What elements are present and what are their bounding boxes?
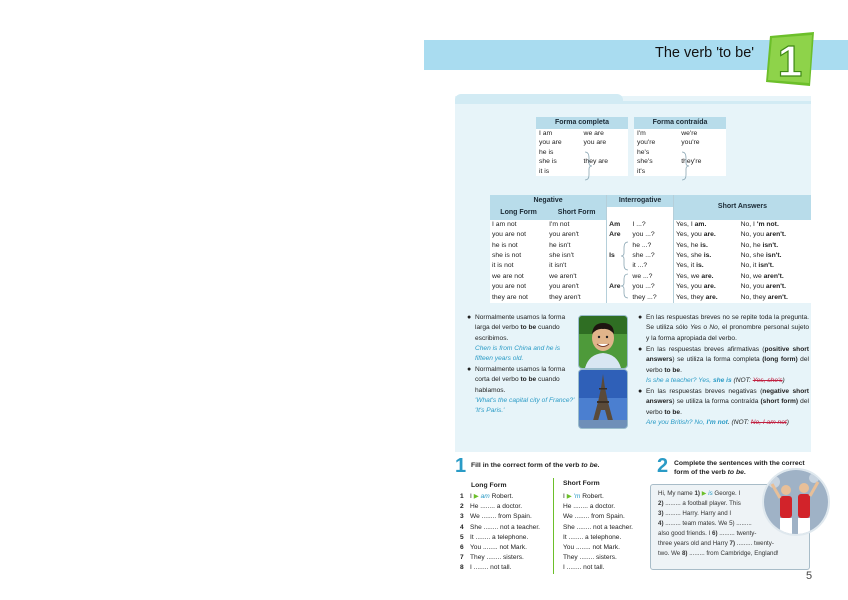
unit-badge — [764, 32, 816, 88]
no-text: No, you — [740, 231, 765, 239]
interrogative-subject: they ...? — [632, 293, 657, 301]
yes-verb: are. — [701, 272, 714, 280]
line-text: ......... from Cambridge, England! — [687, 550, 779, 557]
panel-tab — [455, 94, 623, 104]
short-form-cell: you aren't — [549, 283, 579, 291]
short-answers-header: Short Answers — [673, 195, 811, 220]
short-form-cell: you aren't — [549, 231, 579, 239]
no-answer — [739, 272, 811, 282]
line-text: three years old and Harry — [658, 540, 730, 547]
note-bold: to be — [664, 366, 681, 374]
yes-answer — [673, 251, 738, 261]
interrogative-subject: it ...? — [632, 262, 648, 270]
line-text: Hi, My name — [658, 490, 695, 497]
note-example: 'What's the capital city of France?' — [475, 396, 575, 404]
no-text: No, she — [740, 252, 765, 260]
note-wrong: No, I am not — [750, 418, 787, 426]
note-bold: to be — [520, 376, 537, 384]
item-text: You ........ not Mark. — [470, 544, 527, 552]
long-form-cell: we are not — [492, 272, 524, 280]
note-text: En las respuestas breves no se repite toda la pregunta. Se utiliza sólo — [646, 314, 809, 332]
short-form-item — [563, 512, 653, 522]
note-example: Chen is from China and he is fifteen years old. — [475, 344, 561, 363]
item-text: I — [563, 493, 565, 500]
item-text: She ........ not a teacher. — [563, 523, 634, 531]
forma-cell: you are — [539, 139, 562, 146]
instruction-text: Complete the sentences with the correct form of the verb — [674, 460, 805, 476]
forma-cell: you're — [637, 139, 656, 146]
no-verb: isn't. — [758, 262, 774, 270]
long-form-cell: he is not — [492, 241, 518, 249]
forma-row — [536, 148, 628, 158]
note-bold: positive short answers — [646, 346, 810, 364]
note-text: cuando hablamos. — [475, 376, 560, 394]
forma-cell: it's — [637, 167, 646, 175]
short-form-item — [563, 543, 653, 553]
note-text: . — [680, 408, 682, 416]
short-form-item — [563, 502, 653, 512]
note-wrong: Yes, she's — [752, 376, 783, 384]
yes-text: Yes, I — [675, 220, 693, 228]
interrogative-verb: Is — [607, 251, 631, 261]
long-form-cell: they are not — [492, 293, 528, 301]
short-form-item — [563, 563, 653, 573]
yes-answer — [673, 261, 738, 271]
no-answer — [739, 293, 811, 303]
item-text: We ........ from Spain. — [470, 513, 532, 521]
instruction-italic: to be — [581, 462, 598, 469]
item-text: She ........ not a teacher. — [470, 523, 541, 531]
forma-cell: you are — [583, 139, 607, 146]
line-text: ......... Harry. Harry and I — [663, 510, 732, 517]
bullet-icon: ● — [638, 346, 643, 353]
forma-cell: she is — [539, 158, 557, 165]
line-text: two. We — [658, 550, 682, 557]
note-text: En las respuestas breves negativas ( — [646, 388, 763, 395]
item-number: 3 — [460, 513, 464, 521]
exercise-1-number: 1 — [455, 455, 467, 477]
long-form-cell: I am not — [492, 220, 517, 228]
interrogative-subject: we ...? — [632, 272, 653, 280]
big-table-row — [490, 230, 811, 240]
note-example: 'It's Paris.' — [475, 407, 505, 415]
forma-row — [536, 129, 628, 139]
interrogative-subheader — [607, 207, 674, 219]
interrogative-subject: he ...? — [632, 241, 652, 249]
item-text: I — [470, 493, 472, 500]
line-text: George. I — [712, 490, 741, 497]
forma-cell: he's — [637, 148, 650, 156]
interrogative-verb: Are — [607, 282, 631, 292]
forma-cell: she's — [637, 158, 653, 165]
note-italic: Yes — [690, 324, 702, 332]
line-text: also good friends. I — [658, 530, 713, 537]
no-answer — [739, 282, 811, 292]
bullet-icon: ● — [467, 366, 472, 373]
forma-row — [634, 138, 726, 148]
item-number: 5 — [460, 533, 464, 541]
no-verb: aren't. — [765, 231, 787, 239]
forma-cell: you're — [681, 139, 700, 146]
item-text: It ........ a telephone. — [470, 533, 529, 541]
item-text: They ........ sisters. — [563, 554, 617, 562]
note-not: (NOT: — [731, 376, 753, 384]
no-answer — [739, 251, 811, 261]
arrow-icon: ▶ — [566, 493, 572, 500]
brace-is — [620, 240, 630, 272]
long-form-cell: you are not — [492, 231, 527, 239]
unit-number: 1 — [777, 37, 803, 86]
brace-completa — [583, 150, 593, 182]
note-bold: (long form) — [762, 356, 798, 364]
note-text: , el pronombre personal sujeto y la forma apropiada del verbo. — [646, 324, 809, 342]
no-verb: isn't. — [765, 252, 782, 260]
short-form-cell: she isn't — [549, 252, 574, 260]
forma-cell: I am — [539, 129, 553, 137]
no-verb: 'm not. — [756, 220, 779, 228]
item-answer: 'm — [573, 493, 581, 500]
short-form-cell: we aren't — [549, 272, 577, 280]
forma-row — [536, 167, 628, 177]
no-verb: aren't. — [767, 293, 788, 301]
forma-completa-table — [536, 117, 628, 176]
negative-interrogative-table — [490, 195, 811, 303]
no-verb: isn't. — [762, 241, 779, 249]
brace-contraida — [680, 150, 690, 182]
interrogative-subject: she ...? — [632, 252, 655, 260]
item-text: I ........ not tall. — [470, 564, 512, 572]
item-text: They ........ sisters. — [470, 554, 524, 562]
note-short-answers — [638, 313, 809, 344]
note-bold: (short form) — [760, 398, 799, 406]
short-form-cell: I'm not — [549, 220, 570, 228]
long-form-item — [460, 553, 552, 563]
item-number: 2 — [460, 503, 464, 511]
yes-verb: am. — [694, 220, 707, 228]
page-number: 5 — [806, 570, 813, 582]
exercise-2-number: 2 — [657, 455, 669, 477]
item-text: I ........ not tall. — [563, 564, 605, 572]
item-number: 1 — [460, 493, 464, 500]
short-form-list — [563, 492, 653, 574]
arrow-icon: ▶ — [701, 490, 707, 497]
item-number: 7 — [460, 554, 464, 562]
forma-completa-header: Forma completa — [536, 117, 628, 129]
long-form-label: Long Form — [471, 482, 507, 489]
instruction-text: Fill in the correct form of the verb — [471, 462, 582, 469]
note-italic: No — [709, 324, 718, 332]
blank-number: 3) — [658, 510, 664, 517]
item-text: He ........ a doctor. — [470, 503, 523, 511]
long-form-cell: you are not — [492, 283, 527, 291]
no-answer — [739, 241, 811, 251]
big-table-row — [490, 282, 811, 292]
no-text: No, they — [740, 293, 766, 301]
long-form-cell: it is not — [492, 262, 514, 270]
blank-answer: is — [708, 490, 713, 497]
no-text: No, he — [740, 241, 761, 249]
no-verb: aren't. — [763, 272, 784, 280]
paragraph-line — [658, 549, 808, 559]
blank-number: 7) — [729, 540, 736, 547]
yes-answer — [673, 282, 738, 292]
paragraph-line — [658, 539, 808, 549]
brace-are — [620, 272, 630, 300]
blank-number: 4) — [658, 520, 664, 527]
yes-verb: is. — [700, 241, 708, 249]
yes-text: Yes, it — [675, 262, 695, 270]
yes-text: Yes, he — [675, 241, 699, 249]
yes-text: Yes, they — [675, 293, 704, 301]
note-not: . (NOT: — [727, 418, 751, 426]
exercise-1-instruction — [471, 461, 641, 470]
negative-header: Negative — [490, 195, 607, 207]
instruction-italic: to be — [727, 469, 744, 476]
big-table-row — [490, 251, 811, 261]
forma-row — [634, 129, 726, 139]
line-text: ......... a football player. This — [663, 500, 741, 507]
bullet-icon: ● — [638, 388, 643, 395]
big-table-row — [490, 293, 811, 303]
panel-tab-strip — [623, 101, 811, 104]
note-bold: to be — [664, 408, 681, 416]
big-table-row — [490, 220, 811, 230]
forma-contraida-header: Forma contraída — [634, 117, 726, 129]
forma-cell: we're — [681, 129, 698, 137]
interrogative-verb: Am — [607, 220, 631, 230]
note-text: del verbo — [646, 356, 809, 374]
forma-cell: I'm — [637, 129, 646, 137]
bullet-icon: ● — [638, 314, 643, 321]
note-long-form — [467, 313, 573, 364]
item-text: We ........ from Spain. — [563, 513, 625, 521]
yes-text: Yes, you — [675, 231, 702, 239]
blank-number: 8) — [681, 550, 688, 557]
bullet-icon: ● — [467, 314, 472, 321]
yes-answer — [673, 293, 738, 303]
long-form-item — [460, 512, 552, 522]
forma-cell: we are — [583, 129, 604, 137]
short-form-cell: he isn't — [549, 241, 571, 249]
interrogative-subject: I ...? — [632, 220, 646, 228]
interrogative-header: Interrogative — [607, 195, 674, 207]
item-number: 4 — [460, 523, 464, 531]
instruction-text: . — [743, 469, 746, 476]
exercise-divider — [553, 478, 554, 574]
instruction-text: . — [597, 462, 600, 469]
yes-verb: are. — [705, 293, 718, 301]
blank-number: 2) — [658, 500, 664, 507]
line-text: ......... twenty- — [735, 540, 774, 547]
short-form-item — [563, 492, 653, 502]
big-table-row — [490, 241, 811, 251]
no-answer — [739, 230, 811, 240]
short-form-label: Short Form — [563, 480, 600, 487]
item-text: Robert. — [582, 493, 604, 500]
note-close: ) — [786, 418, 789, 426]
arrow-icon: ▶ — [473, 493, 479, 500]
note-text: ) se utiliza la forma contraída — [672, 398, 761, 406]
yes-text: Yes, she — [675, 252, 702, 260]
interrogative-subject: you ...? — [632, 231, 655, 239]
long-form-list — [460, 492, 552, 574]
interrogative-verb: Are — [607, 230, 631, 240]
yes-verb: are. — [703, 283, 716, 291]
short-form-header: Short Form — [547, 207, 607, 219]
yes-answer — [673, 241, 738, 251]
yes-answer — [673, 272, 738, 282]
item-text: Robert. — [491, 493, 514, 500]
long-form-item — [460, 533, 552, 543]
yes-answer — [673, 220, 738, 230]
short-form-item — [563, 553, 653, 563]
no-text: No, it — [740, 262, 757, 270]
forma-row — [536, 157, 628, 167]
long-form-item — [460, 563, 552, 573]
long-form-header: Long Form — [490, 207, 547, 219]
yes-answer — [673, 230, 738, 240]
note-positive-answers — [638, 345, 810, 386]
photo-boy — [578, 315, 628, 369]
forma-cell: he is — [539, 148, 554, 156]
blank-number: 6) — [712, 530, 718, 537]
note-bold: to be — [520, 324, 537, 332]
forma-cell: they are — [583, 158, 609, 165]
forma-cell: they're — [681, 158, 702, 165]
long-form-item — [460, 523, 552, 533]
long-form-cell: she is not — [492, 252, 522, 260]
no-text: No, you — [740, 283, 765, 291]
photo-football-players — [762, 468, 830, 536]
item-answer: am — [480, 493, 490, 500]
note-example: Is she a teacher? Yes, — [646, 376, 713, 384]
yes-verb: is. — [703, 252, 712, 260]
yes-verb: is. — [696, 262, 704, 270]
forma-row — [536, 138, 628, 148]
item-number: 8 — [460, 564, 464, 572]
note-bold: negative short answers — [646, 388, 809, 406]
note-short-form — [467, 365, 577, 416]
yes-text: Yes, you — [675, 283, 702, 291]
note-text: del verbo — [646, 398, 809, 416]
line-text: ......... team mates. We 5) ......... — [663, 520, 752, 527]
short-form-cell: it isn't — [549, 262, 567, 270]
no-text: No, I — [740, 220, 755, 228]
note-close: ) — [782, 376, 785, 384]
yes-text: Yes, we — [675, 272, 700, 280]
no-verb: aren't. — [765, 283, 787, 291]
note-text: o — [701, 324, 710, 332]
yes-verb: are. — [703, 231, 716, 239]
no-answer — [739, 220, 811, 230]
note-example: Are you British? No, — [646, 418, 707, 426]
note-example-bold: I'm not — [706, 418, 728, 426]
note-text: . — [680, 366, 682, 374]
short-form-item — [563, 523, 653, 533]
note-text: En las respuestas breves afirmativas ( — [646, 346, 765, 353]
long-form-item — [460, 543, 552, 553]
photo-eiffel-tower — [578, 369, 628, 429]
interrogative-subject: you ...? — [632, 283, 655, 291]
item-text: You ........ not Mark. — [563, 544, 620, 552]
item-text: He ........ a doctor. — [563, 503, 616, 511]
long-form-item — [460, 502, 552, 512]
note-text: Normalmente usamos la forma larga del verbo — [475, 314, 566, 332]
item-number: 6 — [460, 544, 464, 552]
short-form-item — [563, 533, 653, 543]
short-form-cell: they aren't — [549, 293, 581, 301]
note-text: ) se utiliza la forma completa — [672, 356, 763, 364]
big-table-row — [490, 272, 811, 282]
no-text: No, we — [740, 272, 762, 280]
long-form-item — [460, 492, 552, 502]
note-negative-answers — [638, 387, 809, 428]
forma-cell: it is — [539, 167, 550, 175]
no-answer — [739, 261, 811, 271]
blank-number: 1) — [694, 490, 700, 497]
page-title: The verb 'to be' — [655, 45, 755, 61]
note-text: cuando escribimos. — [475, 324, 560, 342]
line-text: ......... twenty- — [717, 530, 757, 537]
item-text: It ........ a telephone. — [563, 533, 622, 541]
note-example-bold: she is — [712, 376, 732, 384]
note-text: Normalmente usamos la forma corta del verbo — [475, 366, 566, 384]
big-table-row — [490, 261, 811, 271]
